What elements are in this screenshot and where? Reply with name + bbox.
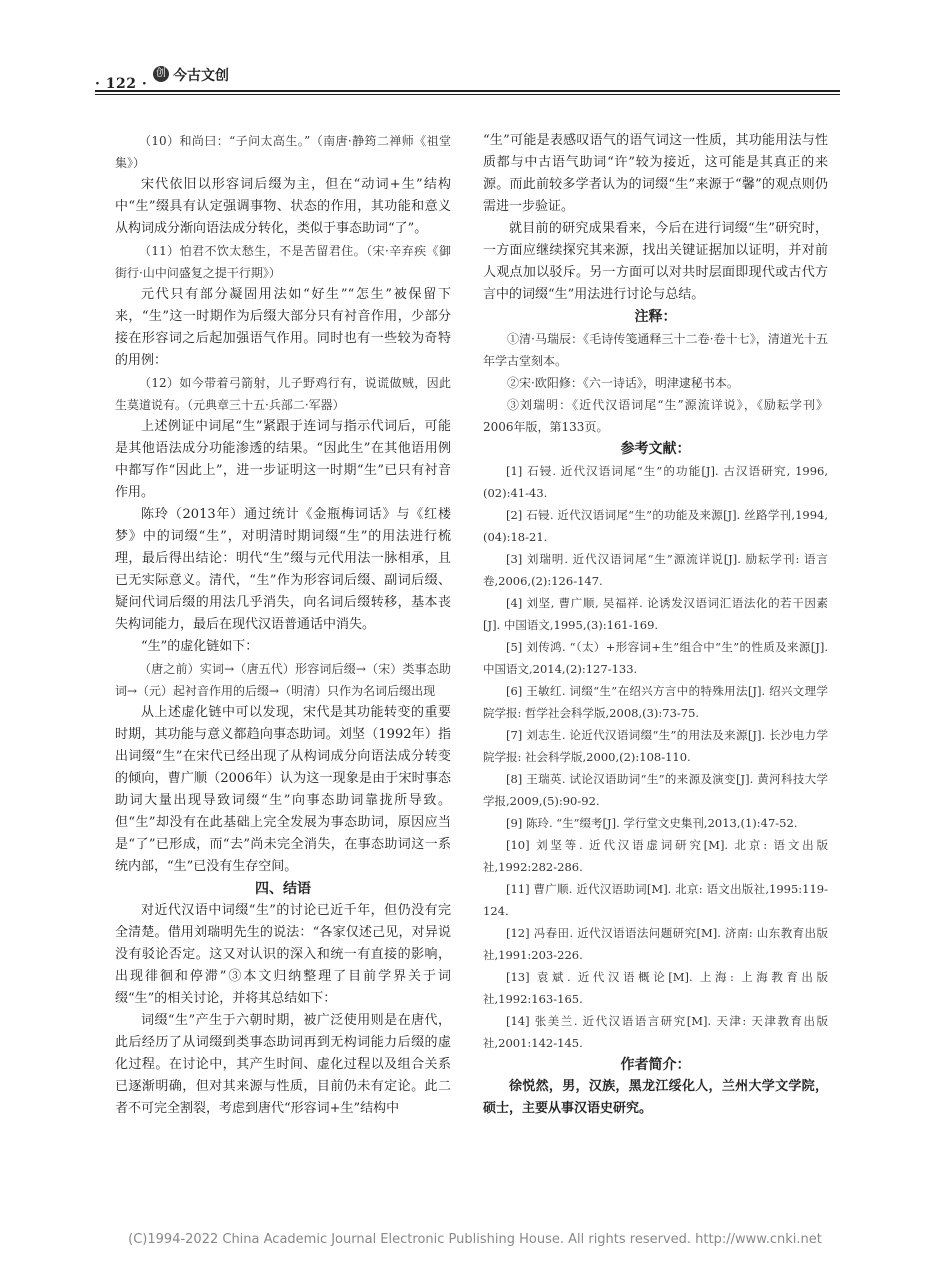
reference-entry: [8] 王瑞英. 试论汉语助词“生”的来源及演变[J]. 黄河科技大学学报,2009,(5):90-92.: [483, 772, 828, 808]
paragraph: 上述例证中词尾“生”紧跟于连词与指示代词后，可能是其他语法成分功能渗透的结果。“因此生”在其他语用例中都写作“因此上”，进一步证明这一时期“生”已只有衬音作用。: [115, 419, 451, 500]
left-column: [115, 130, 451, 1120]
journal-title: 今古文创: [173, 68, 229, 84]
reference-entry: [7] 刘志生. 论近代汉语词缀“生”的用法及来源[J]. 长沙电力学院学报: 社会科学版,2000,(2):108-110.: [483, 728, 828, 764]
example-sentence: ②宋·欧阳修：《六一诗话》，明津逮秘书本。: [507, 376, 739, 390]
page-number: · 122 ·: [95, 76, 148, 92]
reference-entry: [10] 刘坚等. 近代汉语虚词研究[M]. 北京: 语文出版社,1992:282-286.: [483, 838, 828, 874]
example-sentence: （11）怕君不饮太愁生，不是苦留君住。（宋·辛弃疾《御街行·山中问盛复之提干行期》）: [115, 244, 451, 280]
section-heading: 作者简介：: [620, 1057, 691, 1073]
paragraph: “生”的虚化链如下：: [141, 639, 259, 654]
reference-entry: [14] 张美兰. 近代汉语语言研究[M]. 天津: 天津教育出版社,2001:142-145.: [483, 1014, 828, 1050]
paragraph: 宋代依旧以形容词后缀为主，但在“动词+生”结构中“生”缀具有认定强调事物、状态的作用，其功能和意义从构词成分渐向语法成分转化，类似于事态助词“了”。: [115, 177, 451, 236]
section-heading: 参考文献：: [620, 441, 691, 457]
reference-entry: [5] 刘传鸿. “（太）+形容词+生”组合中“生”的性质及来源[J]. 中国语文,2014,(2):127-133.: [483, 640, 828, 676]
paragraph: “生”可能是表感叹语气的语气词这一性质，其功能用法与性质都与中古语气助词“许”较为接近，这可能是其真正的来源。而此前较多学者认为的词缀“生”来源于“馨”的观点则仍需进一步验证。: [483, 133, 828, 214]
reference-entry: [4] 刘坚, 曹广顺, 吴福祥. 论诱发汉语词汇语法化的若干因素[J]. 中国语文,1995,(3):161-169.: [483, 596, 828, 632]
header-rule-thin: [95, 94, 840, 95]
paragraph: 词缀“生”产生于六朝时期，被广泛使用则是在唐代，此后经历了从词缀到类事态助词再到无构词能力后缀的虚化过程。在讨论中，其产生时间、虚化过程以及组合关系已逐渐明确，但对其来源与性质，目前仍未有定论。此二者不可完全割裂，考虑到唐代“形容词+生”结构中: [115, 1013, 451, 1116]
example-sentence: （唐之前）实词→（唐五代）形容词后缀→（宋）类事态助词→（元）起衬音作用的后缀→（明清）只作为名词后缀出现: [115, 662, 451, 698]
section-heading: 注释：: [634, 309, 677, 325]
reference-entry: [1] 石锓. 近代汉语词尾“生”的功能[J]. 古汉语研究, 1996,(02):41-43.: [483, 464, 828, 500]
example-sentence: （10）和尚曰：“子问太高生。”（南唐·静筠二禅师《祖堂集》）: [115, 134, 451, 170]
paragraph: 就目前的研究成果看来，今后在进行词缀“生”研究时，一方面应继续探究其来源，找出关键证据加以证明，并对前人观点加以驳斥。另一方面可以对共时层面即现代或古代方言中的词缀“生”用法进行讨论与总结。: [483, 221, 828, 302]
reference-entry: [11] 曹广顺. 近代汉语助词[M]. 北京: 语文出版社,1995:119-124.: [483, 882, 828, 918]
header-rule-thick: [95, 90, 840, 92]
reference-entry: [13] 袁斌. 近代汉语概论[M]. 上海: 上海教育出版社,1992:163-165.: [483, 970, 828, 1006]
copyright-footer: (C)1994-2022 China Academic Journal Electronic Publishing House. All rights reserved. http://www.cnki.net: [128, 1232, 822, 1247]
reference-entry: [3] 刘瑞明. 近代汉语词尾“生”源流详说[J]. 励耘学刊: 语言卷,2006,(2):126-147.: [483, 552, 828, 588]
reference-entry: [12] 冯春田. 近代汉语语法问题研究[M]. 济南: 山东教育出版社,1991:203-226.: [483, 926, 828, 962]
journal-logo: 创: [153, 66, 169, 82]
paragraph: 陈玲（2013年）通过统计《金瓶梅词话》与《红楼梦》中的词缀“生”，对明清时期词缀“生”的用法进行梳理，最后得出结论：明代“生”缀与元代用法一脉相承，且已无实际意义。清代，“生”作为形容词后缀、副词后缀、疑问代词后缀的用法几乎消失，向名词后缀转移，基本丧失构词能力，最后在现代汉语普通话中消失。: [115, 507, 451, 632]
example-sentence: ①清·马瑞辰：《毛诗传笺通释三十二卷·卷十七》，清道光十五年学古堂刻本。: [483, 332, 828, 368]
paragraph: 对近代汉语中词缀“生”的讨论已近千年，但仍没有完全清楚。借用刘瑞明先生的说法：“各家仅述己见，对异说没有驳论否定。这又对认识的深入和统一有直接的影响，出现徘徊和停滞”③本文归纳整理了目前学界关于词缀“生”的相关讨论，并将其总结如下：: [115, 903, 451, 1006]
paragraph: 从上述虚化链中可以发现，宋代是其功能转变的重要时期，其功能与意义都趋向事态助词。刘坚（1992年）指出词缀“生”在宋代已经出现了从构词成分向语法成分转变的倾向，曹广顺（2006年）认为这一现象是由于宋时事态助词大量出现导致词缀“生”向事态助词靠拢所导致。但“生”却没有在此基础上完全发展为事态助词，原因应当是“了”已形成，而“去”尚未完全消失，在事态助词这一系统内部，“生”已没有生存空间。: [115, 705, 451, 874]
reference-entry: [9] 陈玲. “生”缀考[J]. 学行堂文史集刊,2013,(1):47-52.: [506, 816, 798, 830]
right-column: [483, 130, 828, 1120]
section-heading: 四、结语: [255, 881, 311, 897]
example-sentence: ③刘瑞明：《近代汉语词尾“生”源流详说》，《励耘学刊》2006年版，第133页。: [483, 398, 828, 434]
example-sentence: （12）如今带着弓箭射，儿子野鸡行有，说谎做贼，因此生莫道说有。（元典章三十五·兵部二·军器）: [115, 376, 451, 412]
reference-entry: [2] 石锓. 近代汉语词尾“生”的功能及来源[J]. 丝路学刊,1994,(04):18-21.: [483, 508, 828, 544]
page-header: [95, 66, 840, 92]
reference-entry: [6] 王敏红. 词缀“生”在绍兴方言中的特殊用法[J]. 绍兴文理学院学报: 哲学社会科学版,2008,(3):73-75.: [483, 684, 828, 720]
paragraph: 徐悦然，男，汉族，黑龙江绥化人，兰州大学文学院，硕士，主要从事汉语史研究。: [483, 1079, 828, 1116]
paragraph: 元代只有部分凝固用法如“好生”“怎生”被保留下来，“生”这一时期作为后缀大部分只有衬音作用，少部分接在形容词之后起加强语气作用。同时也有一些较为奇特的用例：: [115, 287, 451, 368]
